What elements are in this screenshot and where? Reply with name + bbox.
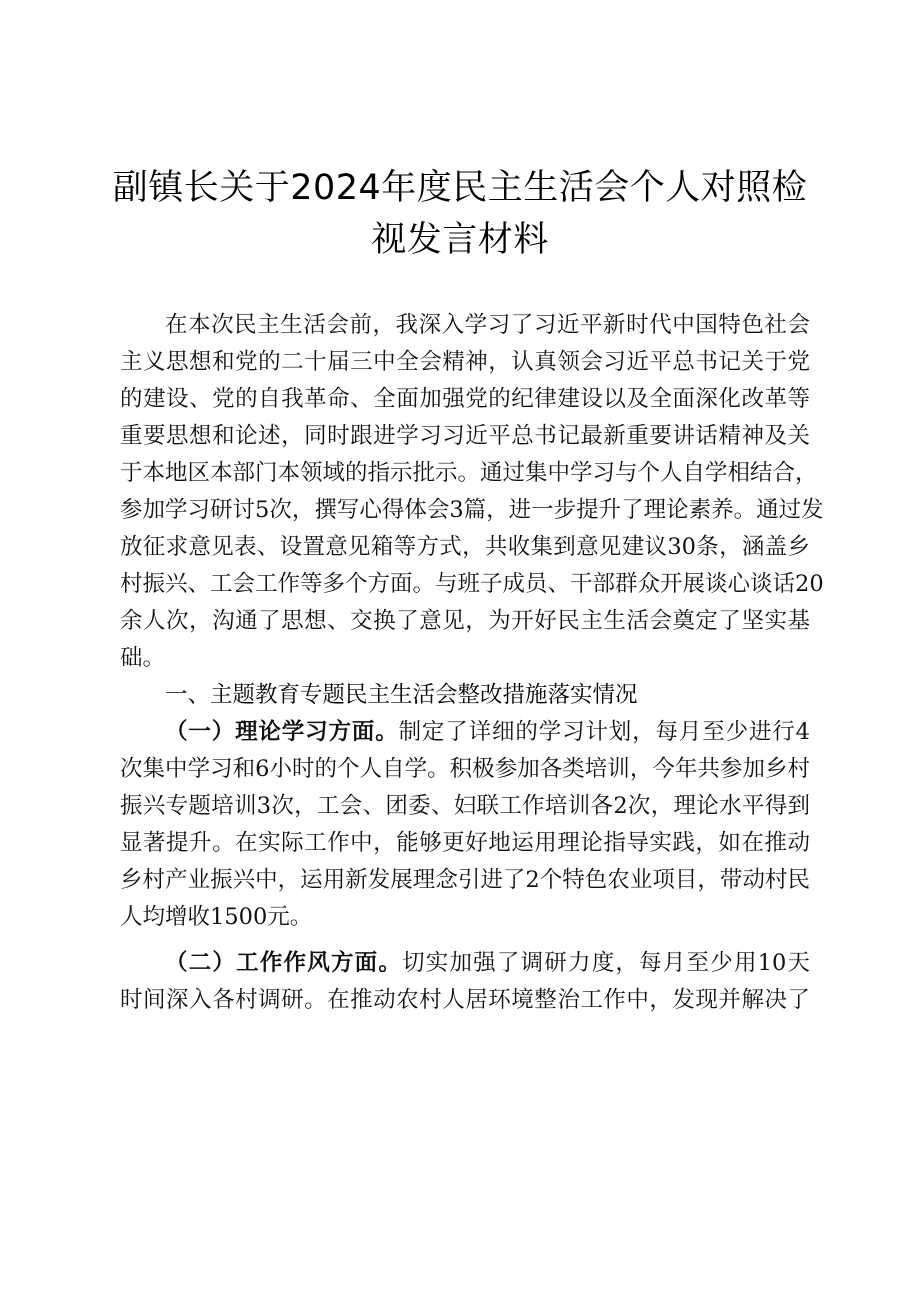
paragraph-line: 放征求意见表、设置意见箱等方式，共收集到意见建议30条，涵盖乡 [120, 534, 810, 560]
subsection-first-line [165, 717, 810, 747]
paragraph-line: 础。 [120, 645, 166, 671]
paragraph-line: 人均增收1500元。 [120, 904, 313, 930]
paragraph-line: 参加学习研讨5次，撰写心得体会3篇，进一步提升了理论素养。通过发 [120, 497, 824, 523]
paragraph-line: 振兴专题培训3次，工会、团委、妇联工作培训各2次，理论水平得到 [120, 793, 810, 819]
document-title-line-1: 副镇长关于2024年度民主生活会个人对照检 [112, 168, 808, 208]
paragraph-line: 重要思想和论述，同时跟进学习习近平总书记最新重要讲话精神及关 [120, 423, 810, 449]
paragraph-line: 时间深入各村调研。在推动农村人居环境整治工作中，发现并解决了 [120, 987, 810, 1013]
document-title-line-2: 视发言材料 [371, 220, 549, 260]
paragraph-line: 主义思想和党的二十届三中全会精神，认真领会习近平总书记关于党 [120, 349, 810, 375]
paragraph-line: 乡村产业振兴中，运用新发展理念引进了2个特色农业项目，带动村民 [120, 867, 810, 893]
paragraph-line: 在本次民主生活会前，我深入学习了习近平新时代中国特色社会 [165, 312, 810, 338]
subsection-text: 制定了详细的学习计划，每月至少进行4 [398, 719, 810, 745]
subsection-text: 切实加强了调研力度，每月至少用10天 [402, 950, 810, 976]
paragraph-line: 的建设、党的自我革命、全面加强党的纪律建设以及全面深化改革等 [120, 386, 810, 412]
paragraph-line: 显著提升。在实际工作中，能够更好地运用理论指导实践，如在推动 [120, 830, 810, 856]
subsection-label: （一）理论学习方面。 [165, 719, 399, 745]
subsection-label: （二）工作作风方面。 [165, 950, 403, 976]
paragraph-line: 于本地区本部门本领域的指示批示。通过集中学习与个人自学相结合， [120, 460, 818, 486]
subsection-first-line [165, 948, 810, 978]
paragraph-line: 次集中学习和6小时的个人自学。积极参加各类培训，今年共参加乡村 [120, 756, 810, 782]
paragraph-line: 余人次，沟通了思想、交换了意见，为开好民主生活会奠定了坚实基 [120, 608, 810, 634]
paragraph-line: 村振兴、工会工作等多个方面。与班子成员、干部群众开展谈心谈话20 [120, 571, 824, 597]
section-heading: 一、主题教育专题民主生活会整改措施落实情况 [165, 682, 638, 708]
